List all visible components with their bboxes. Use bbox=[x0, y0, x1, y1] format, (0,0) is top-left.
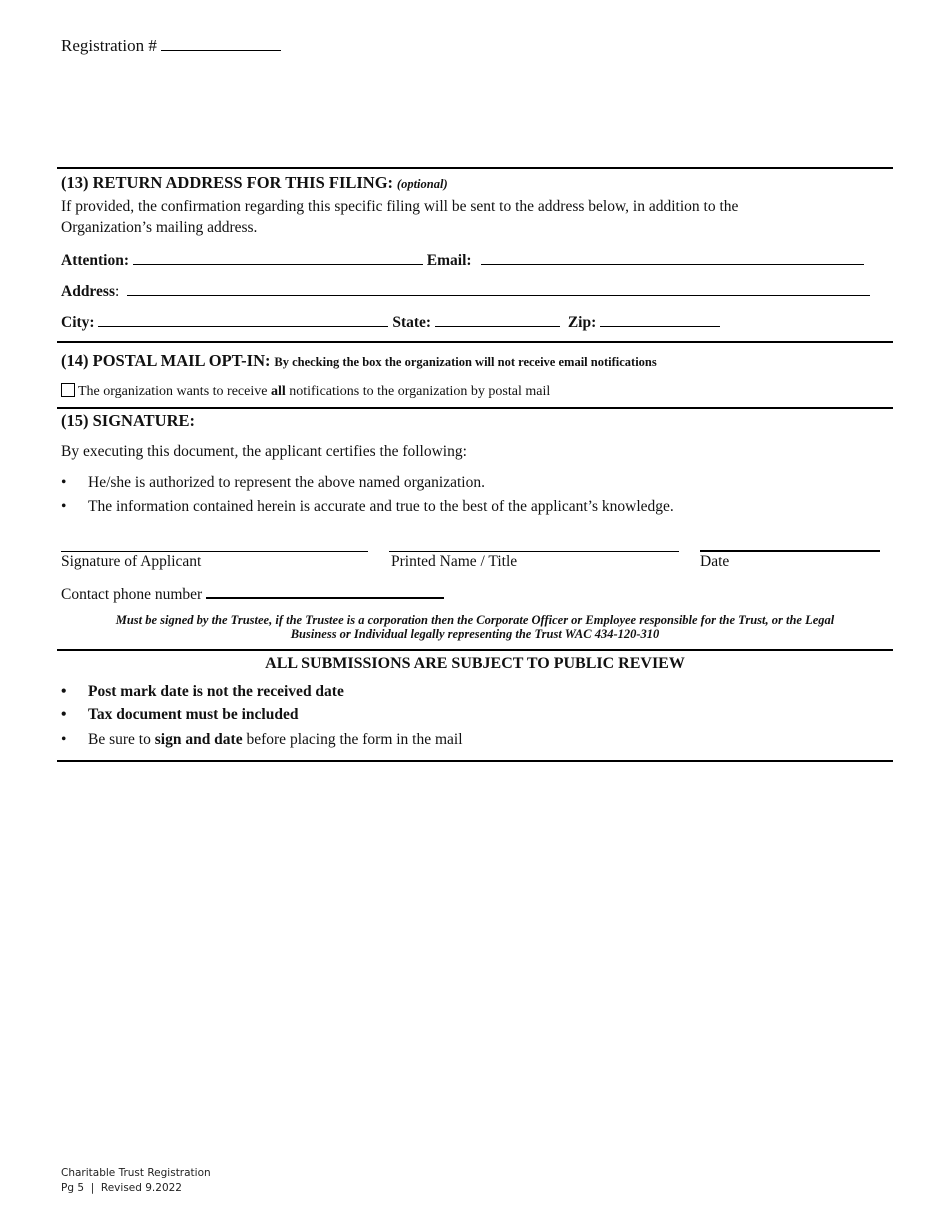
address-label: Address bbox=[61, 283, 115, 300]
note-line: Business or Individual legally representing the Trust WAC 434-120-310 bbox=[290, 627, 660, 641]
optional-note: (optional) bbox=[396, 177, 448, 191]
section-15-title: (15) SIGNATURE: bbox=[61, 411, 195, 430]
email-label: Email: bbox=[426, 252, 472, 269]
checkbox-text-after: notifications to the organization by postal mail bbox=[289, 384, 551, 399]
state-label: State: bbox=[392, 314, 432, 331]
attention-field[interactable] bbox=[133, 250, 423, 265]
checkbox-text-bold: all bbox=[270, 384, 286, 399]
certification-text: He/she is authorized to represent the above named organization. bbox=[88, 474, 485, 491]
contact-phone-field[interactable] bbox=[206, 583, 444, 599]
section-13-intro-line2: Organization’s mailing address. bbox=[61, 219, 258, 236]
bullet-icon: • bbox=[61, 731, 67, 748]
footer-title: Charitable Trust Registration bbox=[61, 1167, 211, 1179]
section-15-intro: By executing this document, the applicant certifies the following: bbox=[61, 443, 467, 460]
section-14-title: (14) POSTAL MAIL OPT-IN: bbox=[61, 351, 271, 370]
section-14-heading bbox=[61, 351, 657, 371]
postal-opt-in-checkbox[interactable] bbox=[61, 383, 75, 397]
section-divider bbox=[57, 760, 893, 762]
bullet-icon: • bbox=[61, 474, 67, 491]
address-row bbox=[61, 281, 870, 301]
address-field[interactable] bbox=[127, 281, 870, 296]
state-field[interactable] bbox=[435, 312, 560, 327]
registration-number-field[interactable] bbox=[161, 36, 281, 51]
note-text: before placing the form in the mail bbox=[246, 731, 463, 748]
section-13-title: (13) RETURN ADDRESS FOR THIS FILING: bbox=[61, 173, 394, 192]
signature-requirement-note bbox=[57, 613, 893, 641]
attention-email-row bbox=[61, 250, 864, 270]
city-state-zip-row bbox=[61, 312, 720, 332]
date-label: Date bbox=[700, 553, 730, 570]
city-label: City: bbox=[61, 314, 95, 331]
date-field[interactable] bbox=[700, 550, 880, 552]
section-13-intro-line1: If provided, the confirmation regarding this specific filing will be sent to the address below, in addition to the bbox=[61, 198, 739, 215]
checkbox-text-before: The organization wants to receive bbox=[78, 384, 268, 399]
email-field[interactable] bbox=[481, 250, 864, 265]
zip-label: Zip: bbox=[567, 314, 597, 331]
footer-page-info: Pg 5 | Revised 9.2022 bbox=[61, 1182, 182, 1194]
section-13-heading bbox=[61, 173, 448, 193]
note-text-bold: sign and date bbox=[154, 731, 243, 748]
postal-opt-in-row bbox=[61, 383, 550, 400]
printed-name-label: Printed Name / Title bbox=[391, 553, 518, 570]
section-divider bbox=[57, 167, 893, 169]
submission-note: Post mark date is not the received date bbox=[88, 683, 344, 700]
signature-field[interactable] bbox=[61, 551, 368, 552]
submission-note bbox=[88, 731, 463, 749]
city-field[interactable] bbox=[98, 312, 388, 327]
registration-number bbox=[61, 36, 281, 56]
attention-label: Attention: bbox=[61, 252, 130, 269]
zip-field[interactable] bbox=[600, 312, 720, 327]
public-review-heading: ALL SUBMISSIONS ARE SUBJECT TO PUBLIC REVIEW bbox=[265, 655, 685, 672]
printed-name-field[interactable] bbox=[389, 551, 679, 552]
certification-text: The information contained herein is accurate and true to the best of the applicant’s knowledge. bbox=[88, 498, 674, 515]
address-colon: : bbox=[114, 283, 120, 300]
section-divider bbox=[57, 407, 893, 409]
contact-phone-label: Contact phone number bbox=[61, 586, 203, 603]
signature-label: Signature of Applicant bbox=[61, 553, 202, 570]
bullet-icon: • bbox=[61, 498, 67, 515]
contact-phone-row bbox=[61, 583, 444, 604]
submission-note: Tax document must be included bbox=[88, 706, 299, 723]
section-divider bbox=[57, 341, 893, 343]
section-14-subheading: By checking the box the organization will not receive email notifications bbox=[274, 355, 657, 369]
bullet-icon: • bbox=[61, 706, 67, 723]
section-divider bbox=[57, 649, 893, 651]
note-line: Must be signed by the Trustee, if the Trustee is a corporation then the Corporate Officer or Employee responsible for the Trust, or the Legal bbox=[115, 613, 835, 627]
registration-label: Registration # bbox=[61, 36, 157, 55]
bullet-icon: • bbox=[61, 683, 67, 700]
note-text: Be sure to bbox=[88, 731, 151, 748]
